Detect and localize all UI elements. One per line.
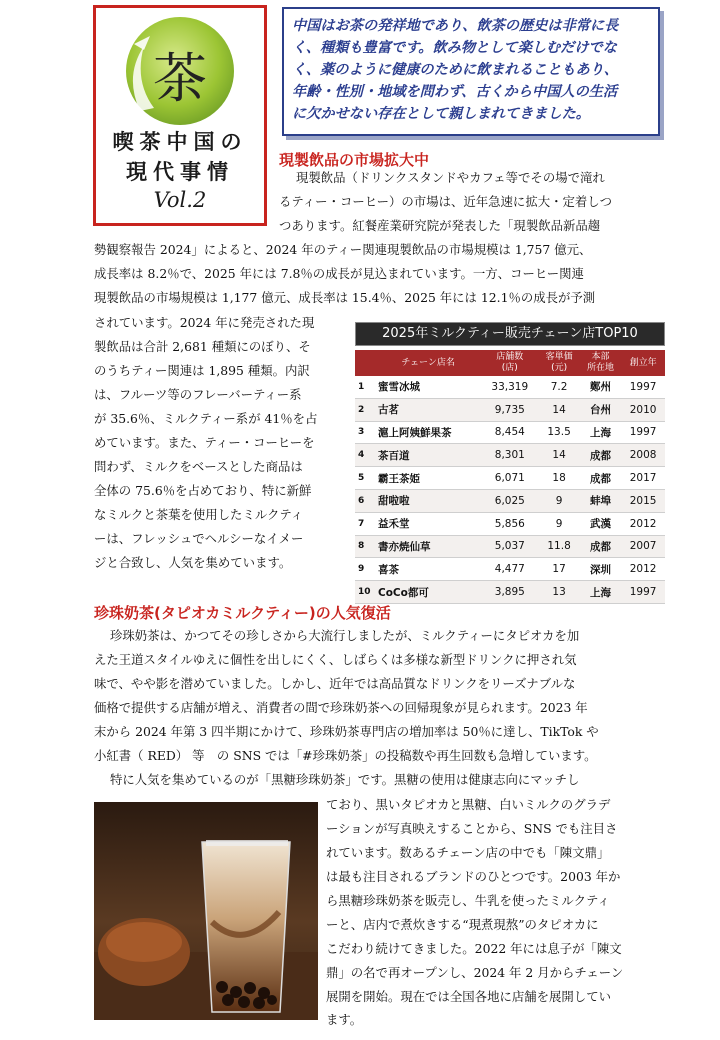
body-line: ており、黒いタピオカと黒糖、白いミルクのグラデ [326, 797, 611, 812]
body-line: つあります。紅餐産業研究院が発表した「現製飲品新品趨 [279, 218, 601, 233]
hq-cell: 成都 [580, 535, 621, 558]
body-line: は最も注目されるブランドのひとつです。2003 年か [326, 869, 621, 884]
founded-cell: 2008 [621, 444, 665, 467]
rank-cell: 1 [355, 376, 375, 398]
price-cell: 9 [538, 489, 579, 512]
body-line: 勢観察報告 2024」によると、2024 年のティー関連現製飲品の市場規模は 1,757 億元、 [94, 242, 592, 257]
price-cell: 13 [538, 581, 579, 604]
table-row [355, 467, 665, 490]
stores-cell: 33,319 [481, 376, 538, 398]
body-line: ジと合致し、人気を集めています。 [94, 555, 292, 570]
stores-cell: 6,071 [481, 467, 538, 490]
hq-cell: 蚌埠 [580, 489, 621, 512]
price-cell: 11.8 [538, 535, 579, 558]
intro-line: く、種類も豊富です。飲み物として楽しむだけでな [292, 40, 617, 56]
logo-volume: Vol.2 [153, 188, 207, 212]
body-line: 製飲品は合計 2,681 種類にのぼり、そ [94, 339, 311, 354]
founded-cell: 2017 [621, 467, 665, 490]
hq-cell: 成都 [580, 467, 621, 490]
founded-cell: 2007 [621, 535, 665, 558]
header-name: チェーン店名 [375, 350, 481, 376]
section1-heading: 現製飲品の市場拡大中 [279, 151, 430, 169]
founded-cell: 2010 [621, 398, 665, 421]
name-cell: 喜茶 [375, 558, 481, 581]
header-rank [355, 350, 375, 376]
body-line: めています。また、ティー・コーヒーを [94, 435, 315, 450]
name-cell: 書亦焼仙草 [375, 535, 481, 558]
name-cell: 益禾堂 [375, 512, 481, 535]
intro-line: 年齢・性別・地域を問わず、古くから中国人の生活 [292, 84, 618, 100]
hq-cell: 上海 [580, 421, 621, 444]
body-line: 価格で提供する店舗が増え、消費者の間で珍珠奶茶への回帰現象が見られます。2023 年 [94, 700, 588, 715]
table-row [355, 535, 665, 558]
founded-cell: 2012 [621, 512, 665, 535]
rank-cell: 10 [355, 581, 375, 604]
stores-cell: 4,477 [481, 558, 538, 581]
body-line: 現製飲品の市場規模は 1,177 億元、成長率は 15.4％、2025 年には 12.1％の成長が予測 [94, 290, 596, 305]
body-line: されています。2024 年に発売された現 [94, 315, 315, 330]
stores-cell: 6,025 [481, 489, 538, 512]
rank-cell: 9 [355, 558, 375, 581]
price-cell: 18 [538, 467, 579, 490]
intro-line: に欠かせない存在として親しまれてきました。 [292, 106, 590, 122]
founded-cell: 2012 [621, 558, 665, 581]
body-line: 小紅書（ RED） 等 の SNS では「#珍珠奶茶」の投稿数や再生回数も急増しています。 [94, 748, 597, 763]
hq-cell: 成都 [580, 444, 621, 467]
hq-cell: 上海 [580, 581, 621, 604]
logo-title-line1: 喫茶中国の [112, 129, 248, 154]
rank-cell: 5 [355, 467, 375, 490]
name-cell: 蜜雪冰城 [375, 376, 481, 398]
body-line: 味で、やや影を潜めていました。しかし、近年では高品質なドリンクをリーズナブルな [94, 676, 576, 691]
table-row [355, 512, 665, 535]
body-line: 成長率は 8.2％で、2025 年には 7.8％の成長が見込まれています。一方、コーヒー関連 [94, 266, 584, 281]
name-cell: 古茗 [375, 398, 481, 421]
rank-cell: 2 [355, 398, 375, 421]
body-line: れています。数あるチェーン店の中でも「陳文鼎」 [326, 845, 610, 860]
hq-cell: 深圳 [580, 558, 621, 581]
logo-title-line2: 現代事情 [126, 159, 234, 184]
body-line: 現製飲品（ドリンクスタンドやカフェ等でその場で滝れ [296, 170, 605, 185]
body-line: ーションが写真映えすることから、SNS でも注目さ [326, 821, 618, 836]
stores-cell: 8,301 [481, 444, 538, 467]
intro-box [282, 7, 660, 136]
body-line: ます。 [326, 1012, 363, 1027]
stores-cell: 3,895 [481, 581, 538, 604]
logo-glyph: 茶 [153, 47, 207, 110]
body-line: のうちティー関連は 1,895 種類。内訳 [94, 363, 310, 378]
rank-cell: 3 [355, 421, 375, 444]
price-cell: 17 [538, 558, 579, 581]
table-row [355, 398, 665, 421]
table-row [355, 444, 665, 467]
name-cell: 滬上阿姨鮮果茶 [375, 421, 481, 444]
table-row [355, 581, 665, 604]
stores-cell: 5,856 [481, 512, 538, 535]
table-header-row [355, 350, 665, 376]
bubble-tea-photo [94, 802, 318, 1020]
body-line: えた王道スタイルゆえに個性を出しにくく、しばらくは多様な新型ドリンクに押され気 [94, 652, 577, 667]
body-line: 珍珠奶茶は、かつてその珍しさから大流行しましたが、ミルクティーにタピオカを加 [110, 628, 580, 643]
hq-cell: 武漢 [580, 512, 621, 535]
body-line: 問わず、ミルクをベースとした商品は [94, 459, 303, 474]
name-cell: 霸王茶姫 [375, 467, 481, 490]
intro-line: 中国はお茶の発祥地であり、飲茶の歴史は非常に長 [292, 18, 619, 34]
price-cell: 7.2 [538, 376, 579, 398]
price-cell: 9 [538, 512, 579, 535]
founded-cell: 2015 [621, 489, 665, 512]
table-row [355, 489, 665, 512]
body-line: 展開を開始。現在では全国各地に店舗を展開してい [326, 989, 611, 1004]
price-cell: 14 [538, 398, 579, 421]
table-row [355, 558, 665, 581]
body-line: ーと、店内で煮炊きする“現煮現熬”のタピオカに [326, 917, 599, 932]
founded-cell: 1997 [621, 581, 665, 604]
body-line: こだわり続けてきました。2022 年には息子が「陳文 [326, 941, 622, 956]
hq-cell: 台州 [580, 398, 621, 421]
rank-cell: 7 [355, 512, 375, 535]
ranking-grid [355, 350, 665, 604]
rank-cell: 6 [355, 489, 375, 512]
price-cell: 14 [538, 444, 579, 467]
price-cell: 13.5 [538, 421, 579, 444]
founded-cell: 1997 [621, 421, 665, 444]
body-line: 特に人気を集めているのが「黒糖珍珠奶茶」です。黒糖の使用は健康志向にマッチし [110, 772, 580, 787]
body-line: 鼎」の名で再オープンし、2024 年 2 月からチェーン [326, 965, 624, 980]
body-line: 全体の 75.6％を占めており、特に新鮮 [94, 483, 312, 498]
hq-cell: 鄭州 [580, 376, 621, 398]
stores-cell: 5,037 [481, 535, 538, 558]
rank-cell: 8 [355, 535, 375, 558]
body-line: ら黒糖珍珠奶茶を販売し、牛乳を使ったミルクティ [326, 893, 610, 908]
body-line: は、フルーツ等のフレーバーティー系 [94, 387, 302, 402]
series-logo [93, 5, 267, 226]
name-cell: 茶百道 [375, 444, 481, 467]
table-row [355, 376, 665, 398]
stores-cell: 9,735 [481, 398, 538, 421]
body-line: が 35.6％、ミルクティー系が 41％を占 [94, 411, 318, 426]
ranking-table [355, 322, 665, 599]
body-line: なミルクと茶葉を使用したミルクティ [94, 507, 304, 522]
intro-line: く、薬のように健康のために飲まれることもあり、 [292, 62, 619, 78]
header-price: 客単価 (元) [538, 350, 579, 376]
body-line: 末から 2024 年第 3 四半期にかけて、珍珠奶茶専門店の増加率は 50％に達し、TikTok や [94, 724, 599, 739]
body-line: ーは、フレッシュでヘルシーなイメー [94, 531, 304, 546]
header-stores: 店舗数 (店) [481, 350, 538, 376]
section2-heading: 珍珠奶茶(タピオカミルクティー)の人気復活 [94, 604, 391, 622]
name-cell: CoCo都可 [375, 581, 481, 604]
body-line: るティー・コーヒー）の市場は、近年急速に拡大・定着しつ [279, 194, 613, 209]
header-hq: 本部 所在地 [580, 350, 621, 376]
stores-cell: 8,454 [481, 421, 538, 444]
table-row [355, 421, 665, 444]
founded-cell: 1997 [621, 376, 665, 398]
name-cell: 甜啦啦 [375, 489, 481, 512]
rank-cell: 4 [355, 444, 375, 467]
header-founded: 創立年 [621, 350, 665, 376]
table-title: 2025年ミルクティー販売チェーン店TOP10 [355, 322, 665, 346]
